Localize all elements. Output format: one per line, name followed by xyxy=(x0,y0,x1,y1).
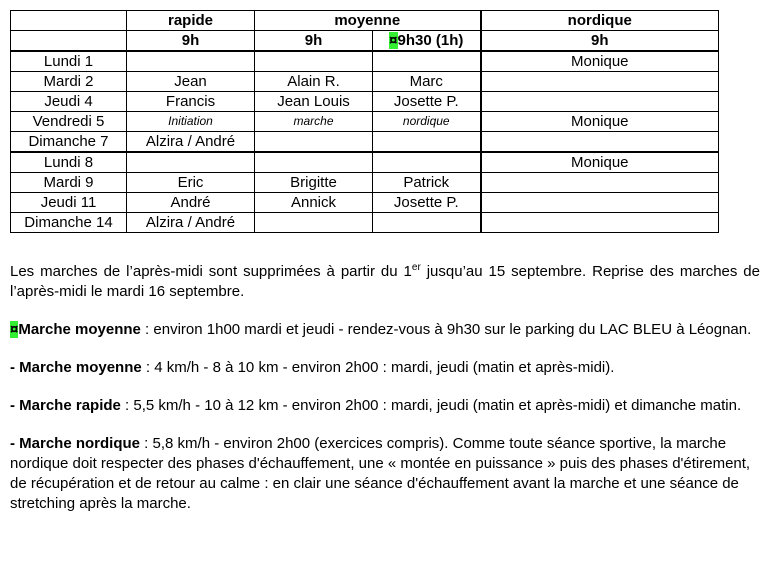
table-row xyxy=(11,132,719,153)
moyenne-cell: Alain R. xyxy=(255,72,373,92)
day-cell: Mardi 2 xyxy=(11,72,127,92)
rapide-cell: André xyxy=(127,193,255,213)
note-marche-nordique xyxy=(10,434,760,514)
note-text: Les marches de l’après-midi sont supprimées à partir du 1 xyxy=(10,263,412,280)
header-corner-2 xyxy=(11,31,127,52)
note-afternoon-suspension xyxy=(10,262,760,302)
table-row xyxy=(11,72,719,92)
nordique-cell xyxy=(481,72,719,92)
nordique-cell: Monique xyxy=(481,112,719,132)
note-heading: Marche moyenne xyxy=(18,321,141,338)
time-moyenne-2-label: 9h30 (1h) xyxy=(397,32,464,49)
note-heading: - Marche nordique xyxy=(10,435,141,452)
moyenne-cell xyxy=(255,51,373,72)
time-moyenne-2 xyxy=(373,31,481,52)
highlight-mark: ¤ xyxy=(10,321,19,338)
note-text: jusqu’au 15 septembre. Reprise des marches de l’après-midi le mardi 16 septembre. xyxy=(10,263,760,300)
time-nordique: 9h xyxy=(481,31,719,52)
header-rapide: rapide xyxy=(127,11,255,31)
rapide-cell xyxy=(127,152,255,173)
moyenne-2-cell: Josette P. xyxy=(373,193,481,213)
moyenne-2-cell: Josette P. xyxy=(373,92,481,112)
header-row-times xyxy=(11,31,719,52)
nordique-cell xyxy=(481,132,719,153)
moyenne-2-cell: nordique xyxy=(373,112,481,132)
header-nordique: nordique xyxy=(481,11,719,31)
time-moyenne: 9h xyxy=(255,31,373,52)
note-marche-moyenne xyxy=(10,358,760,378)
table-row xyxy=(11,152,719,173)
nordique-cell xyxy=(481,213,719,233)
table-row xyxy=(11,112,719,132)
rapide-cell: Eric xyxy=(127,173,255,193)
day-cell: Lundi 1 xyxy=(11,51,127,72)
day-cell: Mardi 9 xyxy=(11,173,127,193)
moyenne-2-cell xyxy=(373,152,481,173)
header-moyenne: moyenne xyxy=(255,11,481,31)
moyenne-2-cell: Marc xyxy=(373,72,481,92)
moyenne-cell: Jean Louis xyxy=(255,92,373,112)
moyenne-2-cell xyxy=(373,213,481,233)
day-cell: Jeudi 4 xyxy=(11,92,127,112)
moyenne-cell: marche xyxy=(255,112,373,132)
highlight-mark: ¤ xyxy=(389,32,398,49)
note-text: : 5,8 km/h - environ 2h00 (exercices compris). Comme toute séance sportive, la marche nordique doit respecter des phases d'échauffement, une « montée en puissance » puis des phases d'étirement, de récupération et de retour au calme : en clair une séance d'échauffement avant la marche et une séance de stretching après la marche. xyxy=(10,435,751,512)
note-heading: - Marche moyenne xyxy=(10,359,142,376)
moyenne-cell: Annick xyxy=(255,193,373,213)
notes-section xyxy=(10,262,760,532)
nordique-cell xyxy=(481,193,719,213)
moyenne-cell xyxy=(255,213,373,233)
nordique-cell: Monique xyxy=(481,51,719,72)
day-cell: Vendredi 5 xyxy=(11,112,127,132)
rapide-cell: Alzira / André xyxy=(127,132,255,153)
moyenne-2-cell xyxy=(373,51,481,72)
note-text: : 4 km/h - 8 à 10 km - environ 2h00 : mardi, jeudi (matin et après-midi). xyxy=(141,359,615,376)
moyenne-cell xyxy=(255,152,373,173)
table-row xyxy=(11,173,719,193)
rapide-cell: Alzira / André xyxy=(127,213,255,233)
table-row xyxy=(11,92,719,112)
note-text: : 5,5 km/h - 10 à 12 km - environ 2h00 : mardi, jeudi (matin et après-midi) et dimanche matin. xyxy=(120,397,742,414)
table-row xyxy=(11,51,719,72)
time-rapide: 9h xyxy=(127,31,255,52)
moyenne-cell xyxy=(255,132,373,153)
moyenne-2-cell xyxy=(373,132,481,153)
rapide-cell: Initiation xyxy=(127,112,255,132)
moyenne-2-cell: Patrick xyxy=(373,173,481,193)
table-row xyxy=(11,193,719,213)
rapide-cell: Francis xyxy=(127,92,255,112)
moyenne-cell: Brigitte xyxy=(255,173,373,193)
header-corner xyxy=(11,11,127,31)
day-cell: Dimanche 14 xyxy=(11,213,127,233)
header-row-groups xyxy=(11,11,719,31)
note-text: : environ 1h00 mardi et jeudi - rendez-vous à 9h30 sur le parking du LAC BLEU à Léognan. xyxy=(140,321,752,338)
note-heading: - Marche rapide xyxy=(10,397,121,414)
note-marche-rapide xyxy=(10,396,760,416)
ordinal-superscript: er xyxy=(411,262,421,273)
table-row xyxy=(11,213,719,233)
rapide-cell: Jean xyxy=(127,72,255,92)
rapide-cell xyxy=(127,51,255,72)
note-marche-moyenne-short xyxy=(10,320,760,340)
schedule-table xyxy=(10,10,719,233)
nordique-cell: Monique xyxy=(481,152,719,173)
nordique-cell xyxy=(481,173,719,193)
day-cell: Jeudi 11 xyxy=(11,193,127,213)
day-cell: Lundi 8 xyxy=(11,152,127,173)
nordique-cell xyxy=(481,92,719,112)
day-cell: Dimanche 7 xyxy=(11,132,127,153)
